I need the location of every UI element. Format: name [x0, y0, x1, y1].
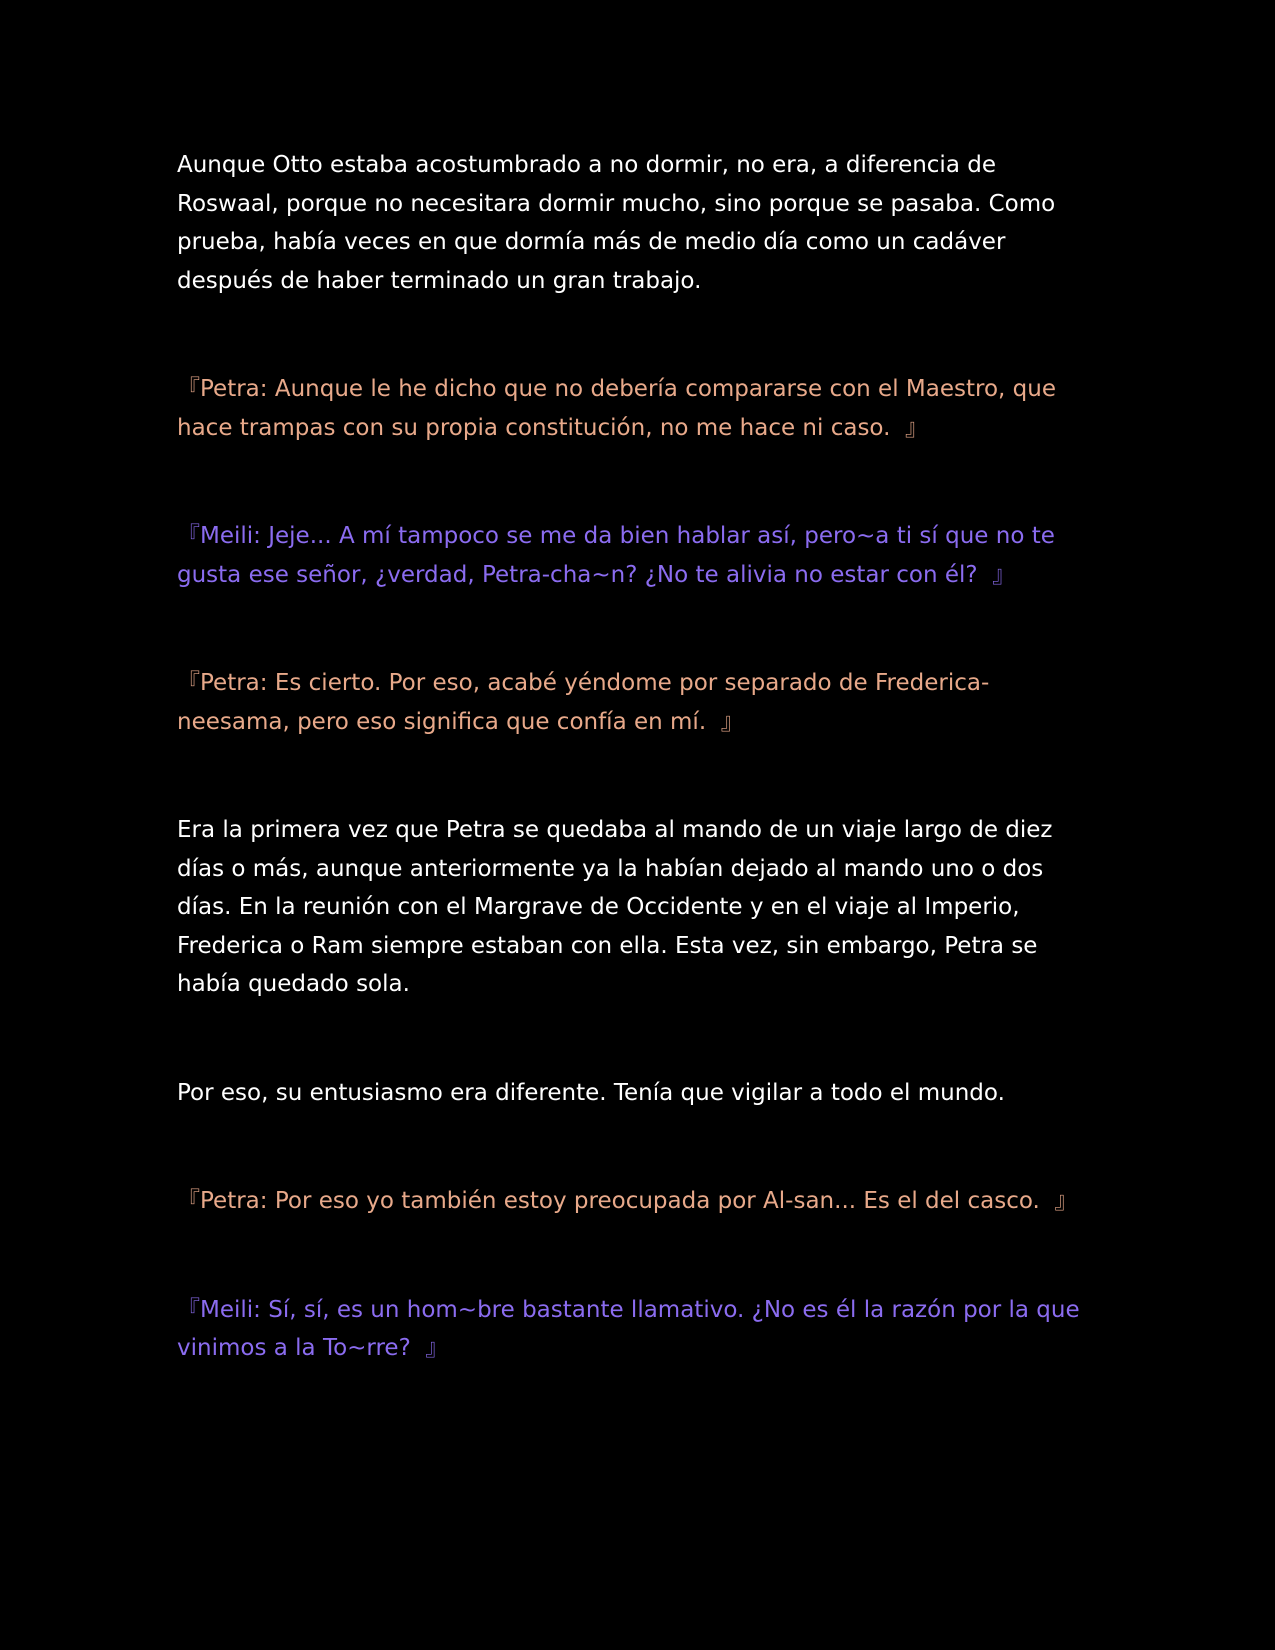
narration-paragraph: Por eso, su entusiasmo era diferente. Tenía que vigilar a todo el mundo. [177, 1079, 1005, 1106]
narration-paragraph: Era la primera vez que Petra se quedaba al mando de un viaje largo de diez días o más, aunque anteriormente ya la habían dejado al mando uno o dos días. En la reunión con el Margrave de Occidente y en el viaje al Imperio, Frederica o Ram siempre estaban con ella. Esta vez, sin embargo, Petra se había quedado sola. [177, 817, 1053, 997]
narration-paragraph: Aunque Otto estaba acostumbrado a no dormir, no era, a diferencia de Roswaal, porque no necesitara dormir mucho, sino porque se pasaba. Como prueba, había veces en que dormía más de medio día como un cadáver después de haber terminado un gran trabajo. [177, 152, 1056, 294]
dialogue-petra: 『Petra: Por eso yo también estoy preocupada por Al-san... Es el del casco. 』 [177, 1188, 1078, 1214]
dialogue-meili: 『Meili: Jeje... A mí tampoco se me da bien hablar así, pero~a ti sí que no te gusta ese señor, ¿verdad, Petra-cha~n? ¿No te alivia no estar con él? 』 [177, 523, 1055, 588]
document-page [177, 146, 1097, 1368]
dialogue-petra: 『Petra: Es cierto. Por eso, acabé yéndome por separado de Frederica-neesama, pero eso significa que confía en mí. 』 [177, 670, 990, 735]
dialogue-petra: 『Petra: Aunque le he dicho que no debería compararse con el Maestro, que hace trampas con su propia constitución, no me hace ni caso. 』 [177, 376, 1056, 441]
dialogue-meili: 『Meili: Sí, sí, es un hom~bre bastante llamativo. ¿No es él la razón por la que vinimos a la To~rre? 』 [177, 1296, 1080, 1361]
